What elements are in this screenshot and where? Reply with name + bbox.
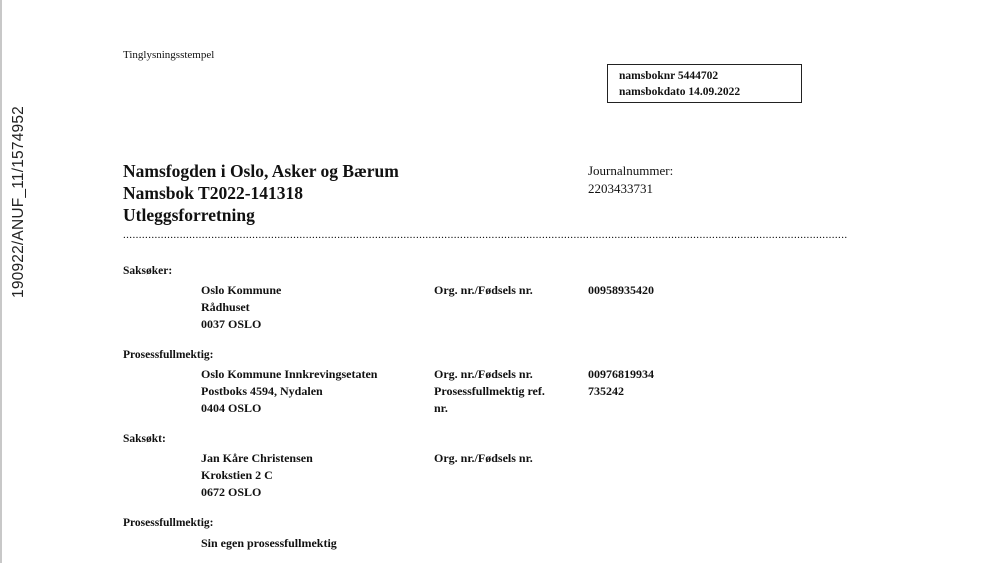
defendant-postal: 0672 OSLO (201, 485, 262, 499)
attorney-address (201, 366, 377, 417)
attorney-ref-label: Prosessfullmektig ref. (434, 384, 545, 398)
defendant-org-label: Org. nr./Fødsels nr. (434, 451, 533, 465)
plaintiff-org-number: 00958935420 (588, 283, 654, 297)
attorney-postal: 0404 OSLO (201, 401, 262, 415)
plaintiff-label: Saksøker: (123, 265, 173, 277)
document-heading (123, 160, 399, 226)
journal-number: 2203433731 (588, 181, 653, 196)
attorney-org-number: 00976819934 (588, 367, 654, 381)
attorney-address-line: Postboks 4594, Nydalen (201, 384, 323, 398)
heading-type: Utleggsforretning (123, 205, 255, 225)
plaintiff-address (201, 282, 281, 333)
namsbok-date: namsbokdato 14.09.2022 (619, 86, 741, 98)
attorney-label: Prosessfullmektig: (123, 349, 214, 361)
plaintiff-name: Oslo Kommune (201, 283, 282, 297)
registration-stamp-label: Tinglysningsstempel (123, 49, 215, 61)
defendant-address-line: Krokstien 2 C (201, 468, 273, 482)
attorney-name: Oslo Kommune Innkrevingsetaten (201, 367, 378, 381)
plaintiff-address-line: Rådhuset (201, 300, 250, 314)
journal-block (588, 162, 673, 198)
plaintiff-postal: 0037 OSLO (201, 317, 262, 331)
attorney-labels (434, 366, 545, 417)
heading-namsbok: Namsbok T2022-141318 (123, 183, 304, 203)
namsbok-info-box (607, 64, 802, 103)
plaintiff-org-label: Org. nr./Fødsels nr. (434, 283, 533, 297)
attorney-ref-label-cont: nr. (434, 401, 448, 415)
side-reference-stamp: 190922/ANUF_11/1574952 (10, 106, 27, 298)
dotted-separator: ...................................................................................................................................................................................................................................... (123, 229, 848, 241)
heading-authority: Namsfogden i Oslo, Asker og Bærum (123, 161, 399, 181)
attorney-org-label: Org. nr./Fødsels nr. (434, 367, 533, 381)
defendant-attorney-label: Prosessfullmektig: (123, 517, 214, 529)
defendant-address (201, 450, 313, 501)
defendant-name: Jan Kåre Christensen (201, 451, 313, 465)
attorney-ref-number: 735242 (588, 384, 624, 398)
page-edge (0, 0, 2, 563)
defendant-label: Saksøkt: (123, 433, 166, 445)
journal-label: Journalnummer: (588, 163, 674, 178)
attorney-values (588, 366, 654, 400)
defendant-attorney-name: Sin egen prosessfullmektig (201, 536, 337, 550)
namsbok-number: namsboknr 5444702 (619, 70, 719, 82)
